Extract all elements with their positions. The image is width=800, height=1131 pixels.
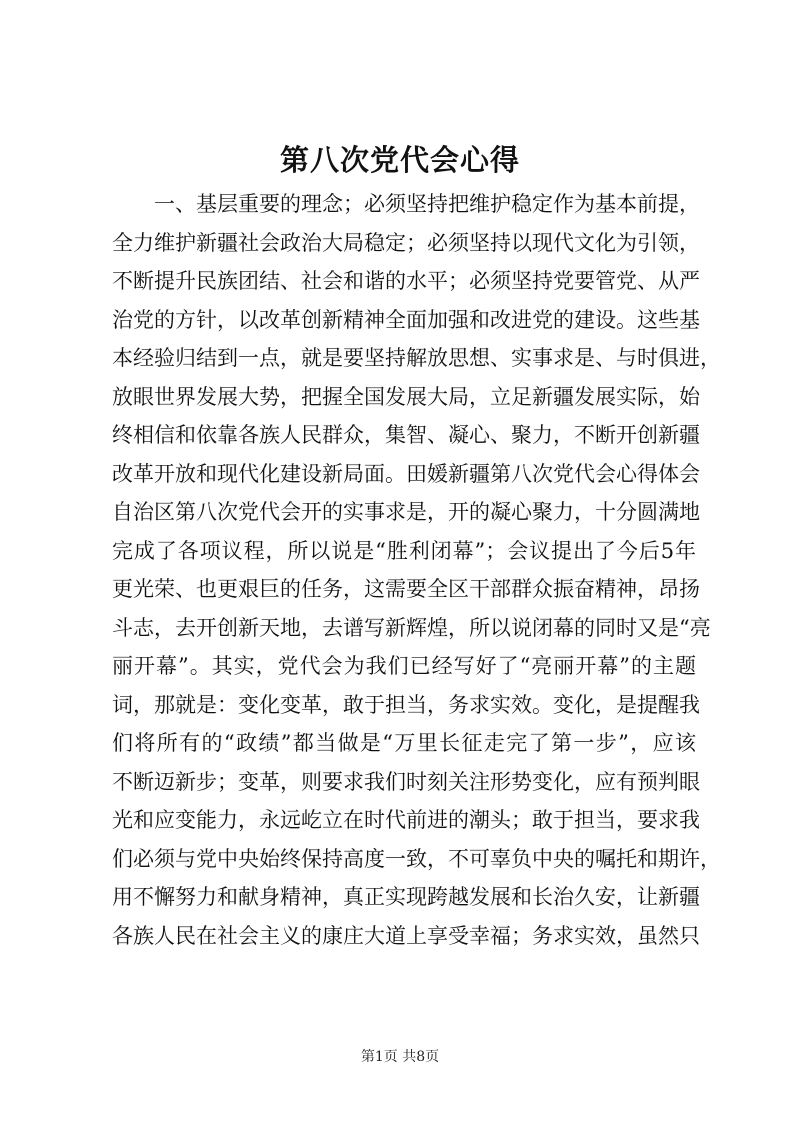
body-line: 不断提升民族团结、社会和谐的水平；必须坚持党要管党、从严 <box>112 269 700 293</box>
body-line: 不断迈新步；变革，则要求我们时刻关注形势变化，应有预判眼 <box>112 769 700 794</box>
body-line: 一、基层重要的理念；必须坚持把维护稳定作为基本前提， <box>154 192 700 216</box>
body-line: 本经验归结到一点，就是要坚持解放思想、实事求是、与时俱进， <box>112 346 721 370</box>
body-line: 治党的方针，以改革创新精神全面加强和改进党的建设。这些基 <box>112 307 700 332</box>
body-line: 丽开幕”。其实，党代会为我们已经写好了“亮丽开幕”的主题 <box>112 654 696 678</box>
body-line: 自治区第八次党代会开的实事求是，开的凝心聚力，十分圆满地 <box>112 500 700 524</box>
body-line: 放眼世界发展大势，把握全国发展大局，立足新疆发展实际，始 <box>112 384 700 409</box>
page-footer: 第1页 共8页 <box>360 1049 440 1065</box>
body-line: 们必须与党中央始终保持高度一致，不可辜负中央的嘱托和期许， <box>112 846 721 871</box>
body-line: 光和应变能力，永远屹立在时代前进的潮头；敢于担当，要求我 <box>112 808 700 832</box>
body-line: 改革开放和现代化建设新局面。田媛新疆第八次党代会心得体会 <box>112 461 700 486</box>
body-line: 终相信和依靠各族人民群众，集智、凝心、聚力，不断开创新疆 <box>112 423 700 447</box>
body-line: 全力维护新疆社会政治大局稳定；必须坚持以现代文化为引领， <box>112 230 700 255</box>
body-line: 更光荣、也更艰巨的任务，这需要全区干部群众振奋精神，昂扬 <box>112 577 700 601</box>
body-line: 词，那就是：变化变革，敢于担当，务求实效。变化，是提醒我 <box>112 692 700 717</box>
body-line: 用不懈努力和献身精神，真正实现跨越发展和长治久安，让新疆 <box>112 885 700 909</box>
body-line: 各族人民在社会主义的康庄大道上享受幸福；务求实效，虽然只 <box>112 923 700 948</box>
document-title: 第八次党代会心得 <box>279 143 520 177</box>
body-line: 们将所有的“政绩”都当做是“万里长征走完了第一步”，应该 <box>112 731 696 755</box>
body-line: 完成了各项议程，所以说是“胜利闭幕”；会议提出了今后5年 <box>112 538 696 563</box>
document-body <box>112 185 721 955</box>
body-line: 斗志，去开创新天地，去谱写新辉煌，所以说闭幕的同时又是“亮 <box>112 615 711 640</box>
